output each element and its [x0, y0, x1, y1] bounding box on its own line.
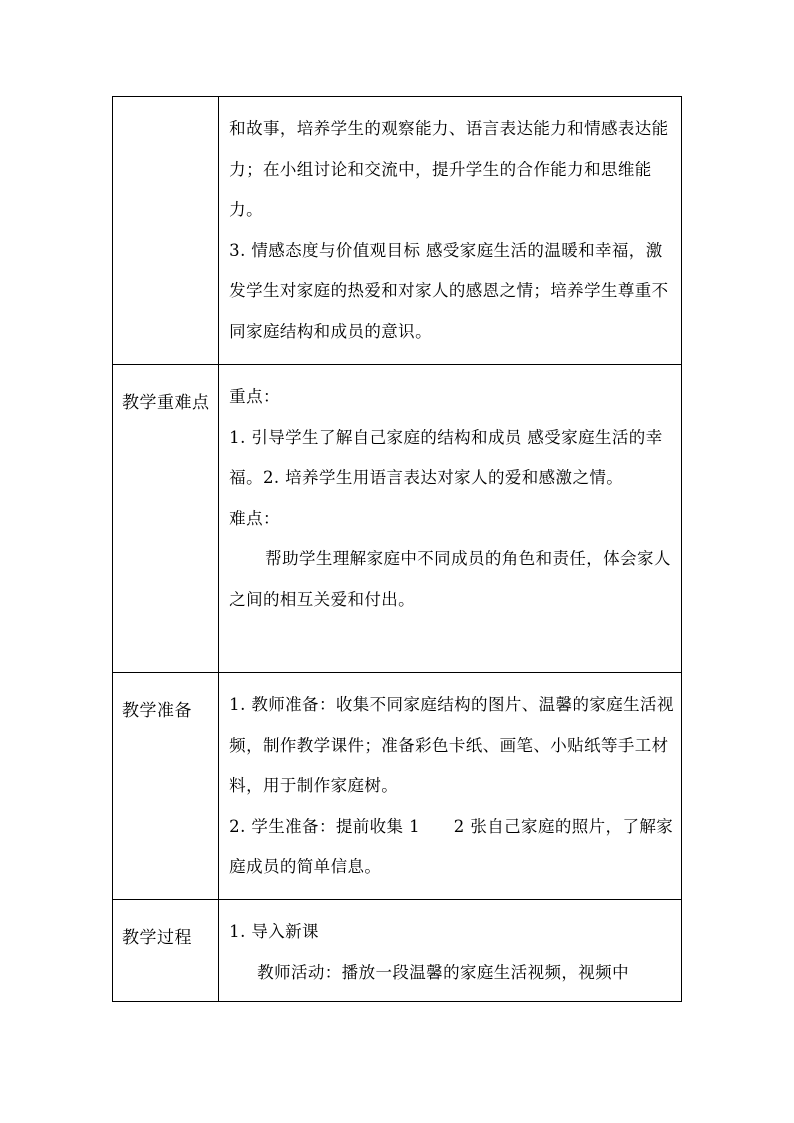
table-row — [113, 97, 682, 365]
table-row — [113, 673, 682, 900]
row-label — [113, 97, 218, 118]
row-label: 教学准备 — [122, 701, 192, 721]
row-content-cell — [219, 900, 682, 1002]
row-label-cell — [113, 900, 219, 1002]
key-points-heading: 重点： — [229, 387, 280, 406]
ability-goal-text: 和故事，培养学生的观察能力、语言表达能力和情感表达能力；在小组讨论和交流中，提升学生的合作能力和思维能力。 — [229, 119, 669, 219]
key-points-text: 1. 引导学生了解自己家庭的结构和成员 感受家庭生活的幸福。2. 培养学生用语言表达对家人的爱和感激之情。 — [229, 427, 663, 487]
teacher-prep-text: 1. 教师准备：收集不同家庭结构的图片、温馨的家庭生活视频，制作教学课件；准备彩色卡纸、画笔、小贴纸等手工材料，用于制作家庭树。 — [229, 695, 674, 795]
row-label-cell — [113, 673, 219, 900]
row-content-cell — [219, 365, 682, 673]
lesson-plan-table — [112, 96, 682, 1002]
student-prep-text: 2. 学生准备：提前收集 1 2 张自己家庭的照片，了解家庭成员的简单信息。 — [229, 816, 674, 876]
table-row — [113, 365, 682, 673]
row-content-cell — [219, 673, 682, 900]
row-label: 教学重难点 — [122, 393, 210, 413]
difficulties-heading: 难点： — [229, 508, 280, 528]
emotion-goal-text: 3. 情感态度与价值观目标 感受家庭生活的温暖和幸福，激发学生对家庭的热爱和对家人的感恩之情；培养学生尊重不同家庭结构和成员的意识。 — [229, 240, 669, 341]
intro-heading: 1. 导入新课 — [229, 922, 319, 941]
row-content-cell — [219, 97, 682, 365]
row-label: 教学过程 — [122, 928, 192, 948]
row-label-cell — [113, 365, 219, 673]
difficulties-text: 帮助学生理解家庭中不同成员的角色和责任，体会家人之间的相互关爱和付出。 — [229, 549, 671, 609]
table-row — [113, 900, 682, 1002]
teacher-activity-text: 教师活动：播放一段温馨的家庭生活视频，视频中 — [257, 962, 629, 982]
row-label-cell — [113, 97, 219, 365]
